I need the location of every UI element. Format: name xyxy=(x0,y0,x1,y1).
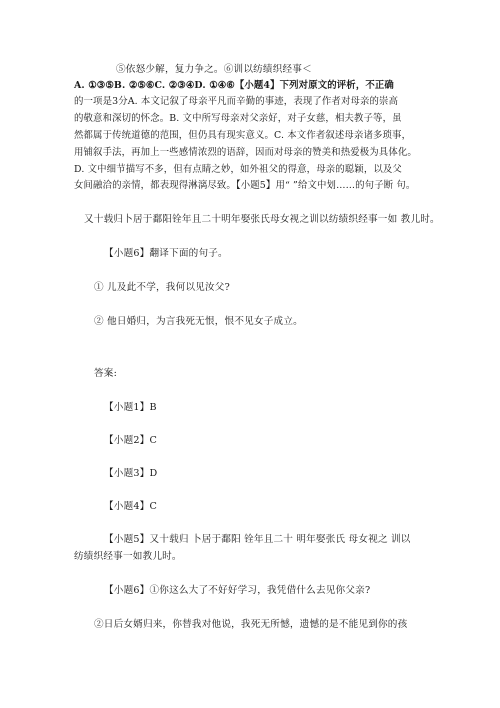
passage-text: 又十载归卜居于鄱阳铨年且二十明年娶张氏母女视之训以纺绩织经事一如 教儿时。 xyxy=(84,214,440,225)
text-line: A. ①③⑤B. ②⑤⑥C. ②③④D. ①④⑥【小题4】下列对原文的评析，不正确 xyxy=(74,80,394,91)
text-line: 用铺叙手法，再加上一些感情浓烈的语辞，因而对母亲的赞美和热爱极为具体化。 xyxy=(74,147,417,158)
question-item: ① 儿及此不学，我何以见汝父? xyxy=(94,282,230,293)
text-line: 的敬意和深切的怀念。B. 文中所写母亲对父亲好，对子女慈，相夫教子等，虽 xyxy=(74,113,402,124)
answer-item: 【小题5】又十载归 卜居于鄱阳 铨年且二十 明年娶张氏 母女视之 训以 xyxy=(104,534,411,545)
question-item: ② 他日婚归，为言我死无恨，恨不见女子成立。 xyxy=(94,316,303,327)
text-line: 女间融洽的亲情，都表现得淋漓尽致。【小题5】用“ ”给文中划……的句子断 句。 xyxy=(74,180,416,191)
answer-item-continued: 纺绩织经事一如教儿时。 xyxy=(74,551,182,562)
answer-heading: 答案: xyxy=(94,368,118,379)
answer-item: 【小题6】①你这么大了不好好学习，我凭借什么去见你父亲? xyxy=(104,585,371,596)
question-title: 【小题6】翻译下面的句子。 xyxy=(104,248,228,259)
text-line: D. 文中细节描写不多，但有点睛之妙，如外祖父的得意，母亲的聪颖，以及父 xyxy=(74,164,402,175)
answer-item: 【小题2】C xyxy=(104,435,158,446)
text-line: ⑤依怒少解，复力争之。⑥训以纺绩织经事＜ xyxy=(116,64,312,75)
answer-item: 【小题4】C xyxy=(104,501,158,512)
text-line: 然都属于传统道德的范围，但仍具有现实意义。C. 本文作者叙述母亲诸多琐事， xyxy=(74,130,412,141)
answer-item-continued: ②日后女婿归来，你替我对他说，我死无所憾，遗憾的是不能见到你的孩 xyxy=(94,619,408,630)
answer-item: 【小题3】D xyxy=(104,468,158,479)
text-line: 的一项是3分A. 本文记叙了母亲平凡而辛勤的事迹，表现了作者对母亲的崇高 xyxy=(74,96,399,107)
answer-item: 【小题1】B xyxy=(104,402,157,413)
